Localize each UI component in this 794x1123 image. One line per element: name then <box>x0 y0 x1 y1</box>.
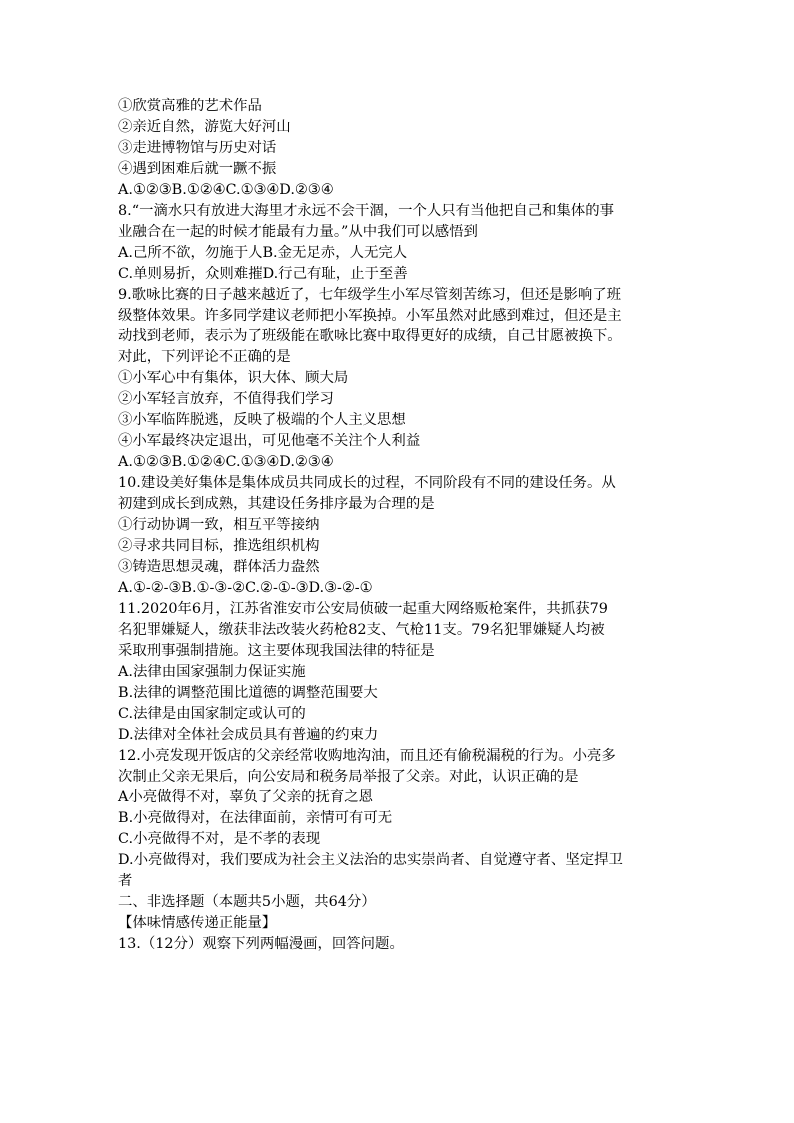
question-10-option-2: ②寻求共同目标，推选组织机构 <box>118 538 320 555</box>
question-9 <box>118 285 694 474</box>
question-7-option-1: ①欣赏高雅的艺术作品 <box>118 98 262 114</box>
exam-page-body <box>118 96 694 955</box>
question-9-stem-line-1: 9.歌咏比赛的日子越来越近了，七年级学生小军尽管刻苦练习，但还是影响了班 <box>118 286 622 303</box>
question-12-stem-line-1: 12.小亮发现开饭店的父亲经常收购地沟油，而且还有偷税漏税的行为。小亮多 <box>118 747 616 764</box>
question-12-option-d-line-2: 者 <box>118 873 133 890</box>
question-9-stem-line-3: 动找到老师，表示为了班级能在歌咏比赛中取得更好的成绩，自己甘愿被换下。 <box>118 328 622 345</box>
section-2-heading: 二、非选择题（本题共5小题，共64分） <box>118 894 376 911</box>
question-8-stem-line-2: 业融合在一起的时候才能最有力量。”从中我们可以感悟到 <box>118 223 478 240</box>
question-9-stem-line-4: 对此，下列评论不正确的是 <box>118 349 291 366</box>
question-10-stem-line-2: 初建到成长到成熟，其建设任务排序最为合理的是 <box>118 496 435 513</box>
question-7-option-4: ④遇到困难后就一蹶不振 <box>118 160 277 177</box>
question-11-stem-line-2: 名犯罪嫌疑人，缴获非法改装火药枪82支、气枪11支。79名犯罪嫌疑人均被 <box>118 621 605 638</box>
question-11-option-c: C.法律是由国家制定或认可的 <box>118 705 306 722</box>
question-8 <box>118 201 694 285</box>
question-10-option-3: ③铸造思想灵魂，群体活力盎然 <box>118 558 320 575</box>
question-8-choices-line-2: C.单则易折，众则难摧D.行己有耻，止于至善 <box>118 265 408 282</box>
question-7-choices: A.①②③B.①②④C.①③④D.②③④ <box>118 181 334 198</box>
question-13-stem: 13.（12分）观察下列两幅漫画，回答问题。 <box>118 936 404 953</box>
question-9-option-2: ②小军轻言放弃，不值得我们学习 <box>118 391 334 408</box>
question-12-option-b: B.小亮做得对，在法律面前，亲情可有可无 <box>118 810 393 827</box>
question-11-option-a: A.法律由国家强制力保证实施 <box>118 663 306 680</box>
question-12-option-c: C.小亮做得不对，是不孝的表现 <box>118 831 321 848</box>
question-10-choices: A.①-②-③B.①-③-②C.②-①-③D.③-②-① <box>118 579 373 596</box>
question-12-option-d-line-1: D.小亮做得对，我们要成为社会主义法治的忠实崇尚者、自觉遵守者、坚定捍卫 <box>118 852 623 869</box>
question-10 <box>118 473 694 599</box>
question-9-stem-line-2: 级整体效果。许多同学建议老师把小军换掉。小军虽然对此感到难过，但还是主 <box>118 307 622 324</box>
question-12-stem-line-2: 次制止父亲无果后，向公安局和税务局举报了父亲。对此，认识正确的是 <box>118 768 579 785</box>
question-11-stem-line-3: 采取刑事强制措施。这主要体现我国法律的特征是 <box>118 642 435 659</box>
question-7 <box>118 96 694 201</box>
question-9-option-3: ③小军临阵脱逃，反映了极端的个人主义思想 <box>118 412 406 429</box>
section-2 <box>118 892 694 934</box>
question-10-stem-line-1: 10.建设美好集体是集体成员共同成长的过程，不同阶段有不同的建设任务。从 <box>118 475 616 492</box>
question-8-choices-line-1: A.己所不欲，勿施于人B.金无足赤，人无完人 <box>118 244 408 261</box>
question-13 <box>118 934 694 955</box>
question-9-choices: A.①②③B.①②④C.①③④D.②③④ <box>118 454 334 471</box>
question-8-stem-line-1: 8.“一滴水只有放进大海里才永远不会干涸，一个人只有当他把自己和集体的事 <box>118 202 614 219</box>
question-11 <box>118 599 694 746</box>
question-12-option-a: A小亮做得不对，辜负了父亲的抚育之恩 <box>118 789 374 806</box>
question-9-option-4: ④小军最终决定退出，可见他毫不关注个人利益 <box>118 433 421 450</box>
question-11-option-d: D.法律对全体社会成员具有普遍的约束力 <box>118 726 379 743</box>
question-11-option-b: B.法律的调整范围比道德的调整范围要大 <box>118 684 378 701</box>
question-12 <box>118 746 694 893</box>
question-9-option-1: ①小军心中有集体，识大体、顾大局 <box>118 370 349 387</box>
question-7-option-2: ②亲近自然，游览大好河山 <box>118 118 291 135</box>
section-2-subheading: 【体味情感传递正能量】 <box>118 915 277 932</box>
question-10-option-1: ①行动协调一致，相互平等接纳 <box>118 517 320 534</box>
question-11-stem-line-1: 11.2020年6月，江苏省淮安市公安局侦破一起重大网络贩枪案件，共抓获79 <box>118 600 608 617</box>
question-7-option-3: ③走进博物馆与历史对话 <box>118 139 277 156</box>
